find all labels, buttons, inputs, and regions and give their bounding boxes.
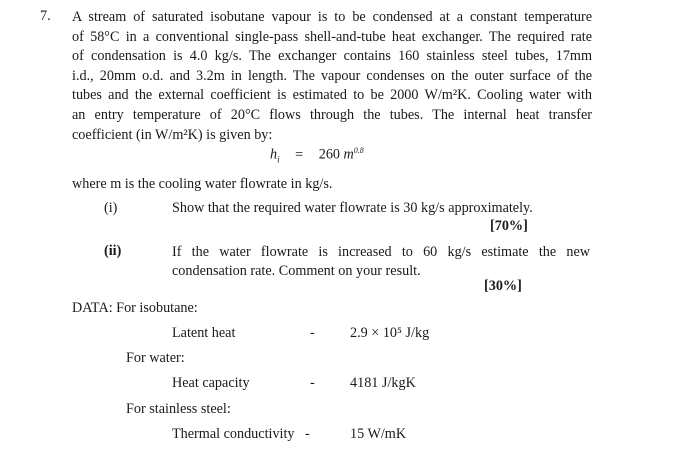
paragraph-line: tubes and the external coefficient is estimated to be 2000 W/m²K. Cooling water with	[72, 87, 592, 104]
latent-heat-label: Latent heat	[172, 325, 236, 341]
paragraph-line: of condensation is 4.0 kg/s. The exchanger contains 160 stainless steel tubes, 17mm	[72, 48, 592, 65]
part-i-label: (i)	[104, 200, 118, 216]
part-i-text: Show that the required water flowrate is 30 kg/s approximately.	[172, 200, 533, 216]
data-heading: DATA: For isobutane:	[72, 300, 198, 316]
thermal-conductivity-dash: -	[305, 426, 310, 442]
latent-heat-value: 2.9 × 10⁵ J/kg	[350, 325, 430, 341]
steel-heading: For stainless steel:	[126, 401, 231, 417]
part-ii-line: condensation rate. Comment on your result.	[172, 263, 421, 279]
paragraph-line: i.d., 20mm o.d. and 3.2m in length. The vapour condenses on the outer surface of the	[72, 67, 592, 84]
equation-lhs-subscript: i	[277, 154, 280, 165]
latent-heat-dash: -	[310, 325, 315, 341]
heat-transfer-equation	[270, 146, 364, 165]
thermal-conductivity-value: 15 W/mK	[350, 426, 407, 442]
water-heading: For water:	[126, 350, 185, 366]
paragraph-line: an entry temperature of 20°C flows through the tubes. The internal heat transfer	[72, 106, 592, 123]
part-ii-label: (ii)	[104, 243, 122, 259]
question-number: 7.	[40, 8, 51, 24]
heat-capacity-dash: -	[310, 375, 315, 391]
part-ii-text	[172, 243, 590, 281]
part-ii-mark: [30%]	[484, 278, 522, 294]
thermal-conductivity-label: Thermal conductivity	[172, 426, 295, 442]
paragraph-line: coefficient (in W/m²K) is given by:	[72, 126, 273, 143]
paragraph-line: A stream of saturated isobutane vapour is to be condensed at a constant temperature	[72, 9, 592, 25]
equation-variable: m	[343, 146, 354, 163]
where-text: where m is the cooling water flowrate in kg/s.	[72, 176, 333, 192]
heat-capacity-label: Heat capacity	[172, 375, 250, 391]
equation-lhs: h	[270, 146, 278, 163]
equation-equals: =	[295, 146, 304, 163]
part-i-mark: [70%]	[490, 218, 528, 234]
heat-capacity-value: 4181 J/kgK	[350, 375, 416, 391]
equation-exponent: 0.8	[353, 146, 364, 155]
part-ii-line: If the water flowrate is increased to 60 kg/s estimate the new	[172, 244, 590, 260]
equation-coefficient: 260	[318, 146, 340, 163]
paragraph-line: of 58°C in a conventional single-pass shell-and-tube heat exchanger. The required rate	[72, 28, 592, 45]
question-paragraph	[72, 8, 592, 145]
